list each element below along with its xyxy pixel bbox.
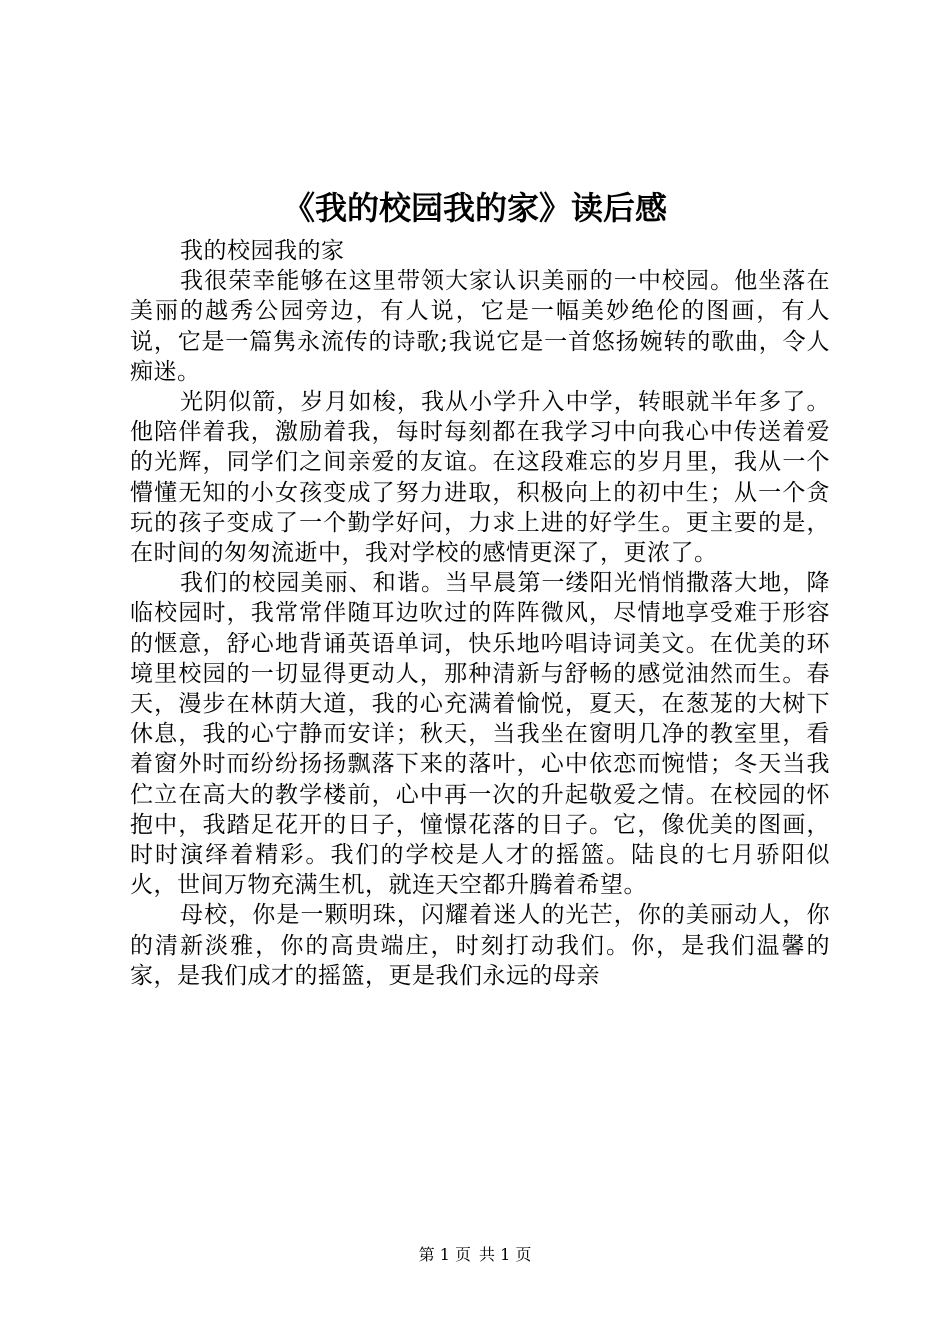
paragraph-closing: 母校，你是一颗明珠，闪耀着迷人的光芒，你的美丽动人，你的清新淡雅，你的高贵端庄，时刻打动我们。你，是我们温馨的家，是我们成才的摇篮，更是我们永远的母亲: [130, 902, 830, 989]
document-title: 《我的校园我的家》读后感: [282, 189, 667, 227]
paragraph-intro: 我很荣幸能够在这里带领大家认识美丽的一中校园。他坐落在美丽的越秀公园旁边，有人说，它是一幅美妙绝伦的图画，有人说，它是一篇隽永流传的诗歌;我说它是一首悠扬婉转的歌曲，令人痴迷。: [130, 268, 830, 385]
paragraph-subtitle: 我的校园我的家: [180, 238, 345, 264]
paragraph-campus: 我们的校园美丽、和谐。当早晨第一缕阳光悄悄撒落大地，降临校园时，我常常伴随耳边吹过的阵阵微风，尽情地享受难于形容的惬意，舒心地背诵英语单词，快乐地吟唱诗词美文。在优美的环境里校园的一切显得更动人，那种清新与舒畅的感觉油然而生。春天，漫步在林荫大道，我的心充满着愉悦，夏天，在葱茏的大树下休息，我的心宁静而安详；秋天，当我坐在窗明几净的教室里，看着窗外时而纷纷扬扬飘落下来的落叶，心中依恋而惋惜；冬天当我伫立在高大的教学楼前，心中再一次的升起敬爱之情。在校园的怀抱中，我踏足花开的日子，憧憬花落的日子。它，像优美的图画，时时演绎着精彩。我们的学校是人才的摇篮。陆良的七月骄阳似火，世间万物充满生机，就连天空都升腾着希望。: [130, 570, 830, 899]
page-total: 共 1 页: [479, 1245, 532, 1264]
paragraph-time: 光阴似箭，岁月如梭，我从小学升入中学，转眼就半年多了。他陪伴着我，激励着我，每时每刻都在我学习中向我心中传送着爱的光辉，同学们之间亲爱的友谊。在这段难忘的岁月里，我从一个懵懂无知的小女孩变成了努力进取，积极向上的初中生；从一个贪玩的孩子变成了一个勤学好问，力求上进的好学生。更主要的是，在时间的匆匆流逝中，我对学校的感情更深了，更浓了。: [130, 389, 830, 567]
page-number: 第 1 页: [418, 1245, 471, 1264]
page-footer: [0, 1244, 950, 1266]
document-body: [130, 236, 830, 991]
